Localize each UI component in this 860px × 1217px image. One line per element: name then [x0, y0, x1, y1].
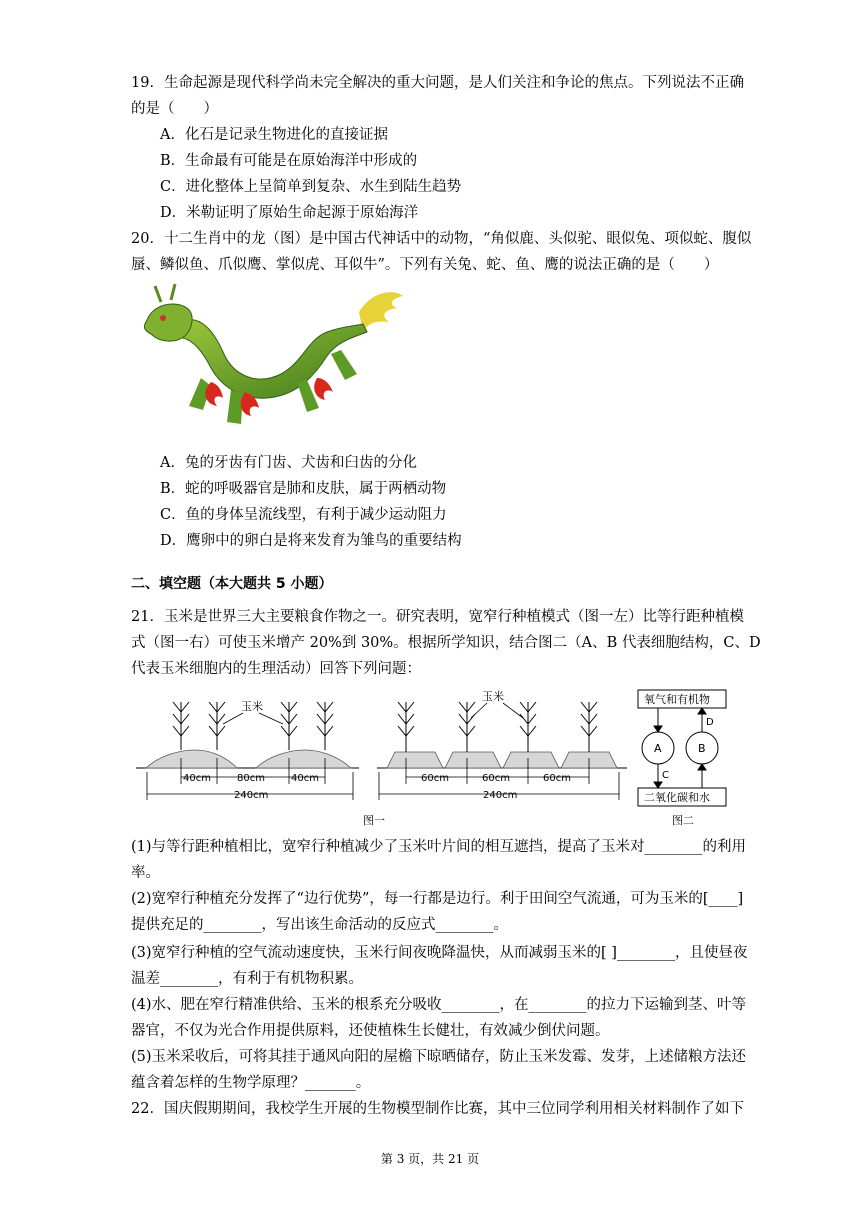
ridge: [387, 752, 443, 768]
corn-label-right: 玉米: [482, 690, 504, 703]
q20-option-a: A．兔的牙齿有门齿、犬齿和臼齿的分化: [160, 455, 417, 471]
leg-flame: [314, 378, 333, 400]
q21-sub3-line2: 温差________，有利于有机物积累。: [131, 971, 363, 987]
circle-b-label: B: [698, 742, 706, 755]
label-pointers: [223, 713, 283, 724]
tail-flame: [359, 292, 403, 332]
dragon-leg: [227, 390, 243, 424]
page-footer: 第 3 页，共 21 页: [380, 1152, 480, 1166]
q20-option-d: D．鹰卵中的卵白是将来发育为雏鸟的重要结构: [160, 533, 462, 549]
figure-1-right: [377, 689, 627, 801]
q21-sub2-line2: 提供充足的________，写出该生命活动的反应式________。: [131, 917, 508, 933]
q21-sub2-line1: (2)宽窄行种植充分发挥了“边行优势”，每一行都是边行。利于田间空气流通，可为玉米的[____]: [131, 891, 744, 907]
dim-left-total: 240cm: [234, 790, 269, 801]
q19-option-c: C．进化整体上呈简单到复杂、水生到陆生趋势: [160, 179, 462, 195]
dim-left-3: 40cm: [291, 773, 319, 784]
corn-label-left: 玉米: [241, 700, 263, 713]
dim-right-total: 240cm: [483, 790, 518, 801]
circle-a-label: A: [654, 742, 662, 755]
q21-sub5-line1: (5)玉米采收后，可将其挂于通风向阳的屋檐下晾晒储存，防止玉米发霉、发芽，上述储粮方法还: [131, 1049, 747, 1065]
figure-1-left: [136, 699, 359, 801]
q19-option-d: D．米勒证明了原始生命起源于原始海洋: [160, 205, 419, 221]
figure-2-cell-diagram: [632, 688, 732, 830]
q22-stem-line1: 22．国庆假期期间，我校学生开展的生物模型制作比赛，其中三位同学利用相关材料制作了如下: [131, 1101, 744, 1117]
label-pointers: [471, 703, 523, 718]
dragon-leg: [331, 350, 357, 380]
q20-option-c: C．鱼的身体呈流线型，有利于减少运动阻力: [160, 507, 447, 523]
dim-right-1: 60cm: [421, 773, 449, 784]
figure-1-caption: 图一: [363, 814, 385, 827]
figure-2-caption: 图二: [672, 814, 694, 827]
dragon-image: [131, 282, 411, 442]
ridge: [256, 750, 351, 768]
q19-stem-line2: 的是（ ）: [131, 101, 218, 117]
figure-1-planting-diagram: [131, 688, 631, 830]
dragon-horns: [155, 284, 175, 302]
q21-stem-line1: 21．玉米是世界三大主要粮食作物之一。研究表明，宽窄行种植模式（图一左）比等行距种植模: [131, 609, 744, 625]
dim-right-2: 60cm: [482, 773, 510, 784]
arrow-c-label: C: [662, 770, 669, 781]
q21-sub4-line1: (4)水、肥在窄行精准供给、玉米的根系充分吸收________，在________的拉力下运输到茎、叶等: [131, 997, 747, 1013]
q19-stem-line1: 19．生命起源是现代科学尚未完全解决的重大问题，是人们关注和争论的焦点。下列说法不正确: [131, 75, 744, 91]
q20-option-b: B．蛇的呼吸器官是肺和皮肤，属于两栖动物: [160, 481, 447, 497]
ridge: [503, 752, 559, 768]
dragon-eye: [160, 315, 166, 321]
dim-right-3: 60cm: [543, 773, 571, 784]
arrow-d-label: D: [706, 717, 714, 728]
corn-plants: [398, 702, 597, 752]
q20-stem-line2: 蜃、鳞似鱼、爪似鹰、掌似虎、耳似牛”。下列有关兔、蛇、鱼、鹰的说法正确的是（ ）: [131, 257, 719, 273]
q19-option-a: A．化石是记录生物进化的直接证据: [160, 127, 388, 143]
section-title: 二、填空题（本大题共 5 小题）: [131, 576, 333, 592]
q21-stem-line3: 代表玉米细胞内的生理活动）回答下列问题：: [131, 661, 421, 677]
q21-sub1-line1: (1)与等行距种植相比，宽窄行种植减少了玉米叶片间的相互遮挡，提高了玉米对________的利用: [131, 839, 747, 855]
q21-sub5-line2: 蕴含着怎样的生物学原理？_______。: [131, 1075, 371, 1091]
q21-sub4-line2: 器官，不仅为光合作用提供原料，还使植株生长健壮，有效减少倒伏问题。: [131, 1023, 610, 1039]
dragon-head: [144, 304, 192, 341]
ridge: [146, 750, 237, 768]
q21-sub3-line1: (3)宽窄行种植的空气流动速度快，玉米行间夜晚降温快，从而减弱玉米的[ ]________，且使昼夜: [131, 945, 748, 961]
q21-stem-line2: 式（图一右）可使玉米增产 20%到 30%。根据所学知识，结合图二（A、B 代表细胞结构，C、D: [131, 635, 761, 651]
q21-sub1-line2: 率。: [131, 865, 160, 881]
q19-option-b: B．生命最有可能是在原始海洋中形成的: [160, 153, 418, 169]
ridge: [445, 752, 501, 768]
dim-left-1: 40cm: [183, 773, 211, 784]
box-top-label: 氧气和有机物: [644, 693, 710, 706]
q20-stem-line1: 20．十二生肖中的龙（图）是中国古代神话中的动物，“角似鹿、头似驼、眼似兔、项似蛇、腹似: [131, 231, 752, 247]
box-bottom-label: 二氧化碳和水: [644, 791, 710, 804]
dim-left-2: 80cm: [237, 773, 265, 784]
